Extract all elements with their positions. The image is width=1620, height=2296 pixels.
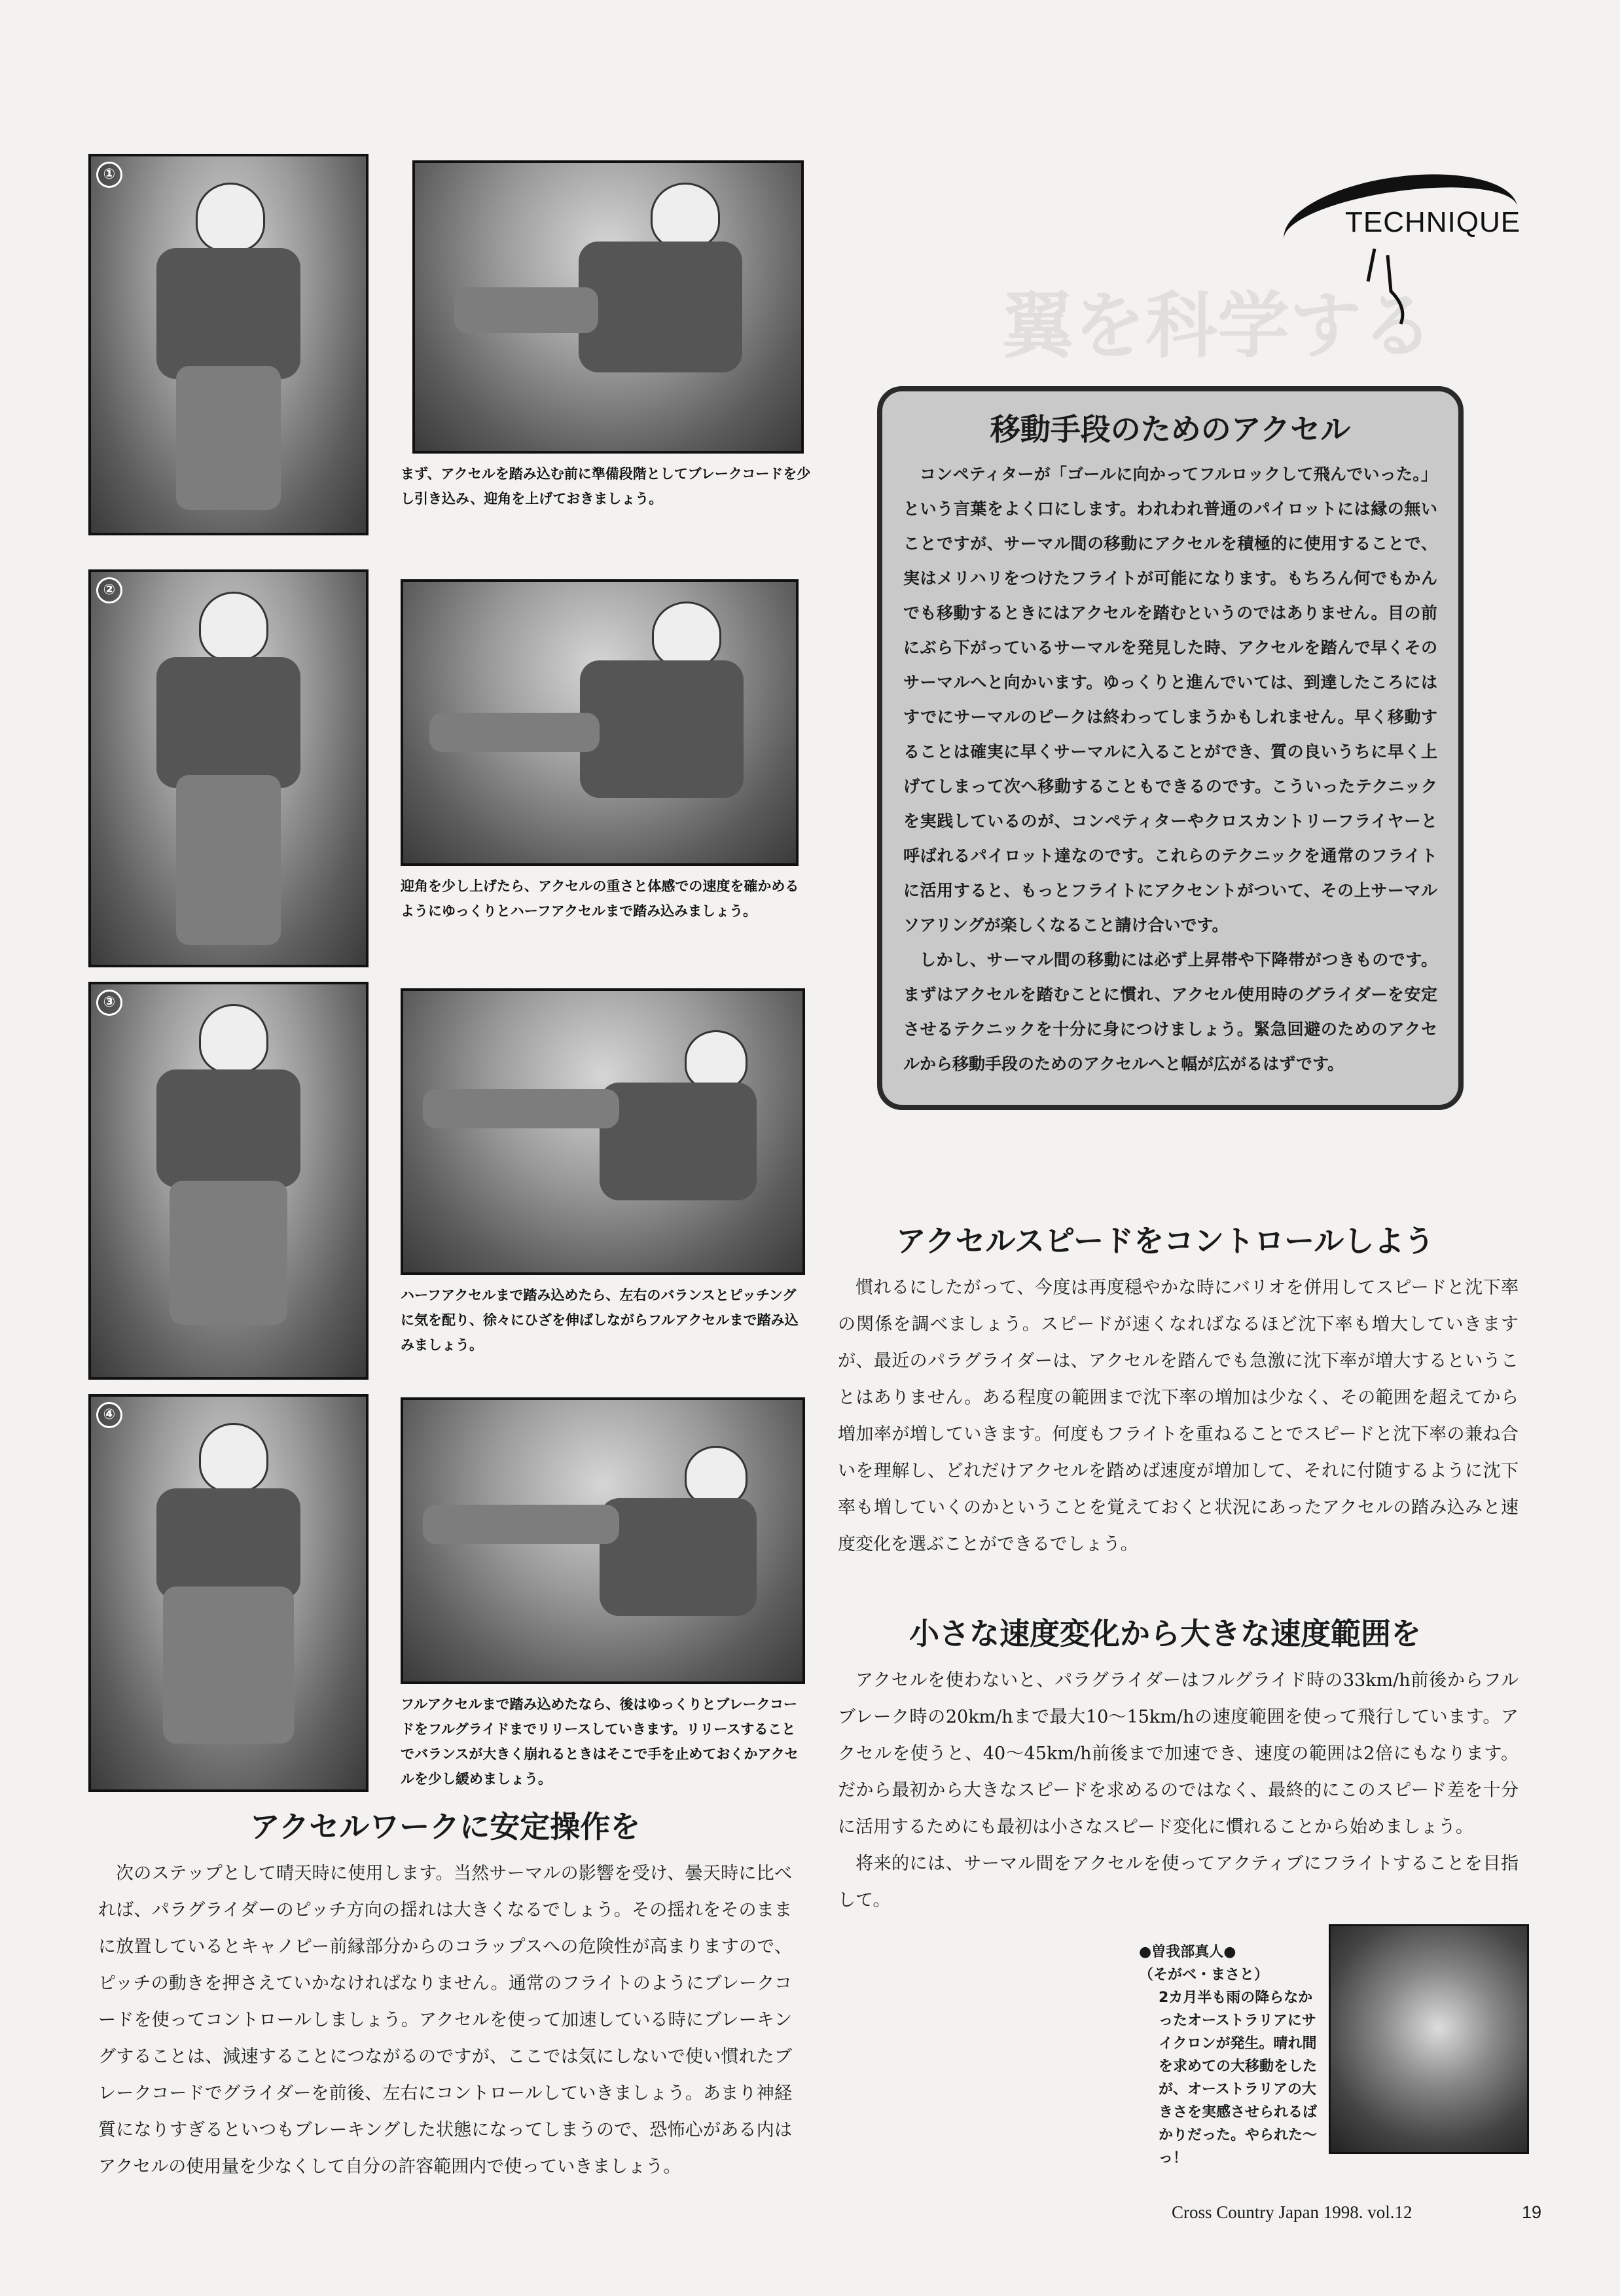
photo-4-side — [401, 1397, 805, 1684]
speed-range-heading: 小さな速度変化から大きな速度範囲を — [909, 1616, 1421, 1651]
speed-control-body — [838, 1270, 1519, 1563]
photo-2-caption: 迎角を少し上げたら、アクセルの重さと体感での速度を確かめるようにゆっくりとハーフアクセルまで踏み込みましょう。 — [401, 878, 799, 919]
box-body — [903, 457, 1437, 1081]
bleed-through-text: 翼を科学する — [1001, 284, 1433, 368]
stable-operation-heading: アクセルワークに安定操作を — [249, 1809, 641, 1844]
accelerator-for-transit-box — [877, 386, 1464, 1110]
photo-3-side — [401, 988, 805, 1275]
author-reading: （そがべ・まさと） — [1139, 1967, 1269, 1983]
photo-4-caption: フルアクセルまで踏み込めたなら、後はゆっくりとブレークコードをフルグライドまでリリースしていきます。リリースすることでバランスが大きく崩れるときはそこで手を止めておくかアクセルを少し緩めましょう。 — [401, 1696, 799, 1787]
article-paragraph: 将来的には、サーマル間をアクセルを使ってアクティブにフライトすることを目指して。 — [838, 1854, 1519, 1910]
photo-1-front — [88, 154, 369, 535]
author-profile — [1139, 1941, 1322, 2170]
step-number: ② — [96, 577, 122, 603]
photo-1-caption: まず、アクセルを踏み込む前に準備段階としてブレークコードを少し引き込み、迎角を上げておきましょう。 — [401, 466, 811, 507]
article-paragraph: アクセルを使わないと、パラグライダーはフルグライド時の33km/h前後からフルブレーク時の20km/hまで最大10～15km/hの速度範囲を使って飛行しています。アクセルを使うと、40～45km/h前後まで加速でき、速度の範囲は2倍にもなります。だから最初から大きなスピードを求めるのではなく、最終的にこのスピード差を十分に活用するためにも最初は小さなスピード変化に慣れることから始めましょう。 — [838, 1670, 1519, 1837]
technique-label: TECHNIQUE — [1345, 206, 1521, 238]
technique-logo — [1283, 164, 1545, 334]
box-paragraph: しかし、サーマル間の移動には必ず上昇帯や下降帯がつきものです。まずはアクセルを踏むことに慣れ、アクセル使用時のグライダーを安定させるテクニックを十分に身につけましょう。緊急回避のためのアクセルから移動手段のためのアクセルへと幅が広がるはずです。 — [903, 950, 1437, 1073]
speed-control-heading: アクセルスピードをコントロールしよう — [895, 1223, 1435, 1259]
author-name: ●曽我部真人● — [1139, 1944, 1236, 1960]
photo-4-front — [88, 1394, 369, 1792]
photo-2-side — [401, 579, 799, 866]
box-title: 移動手段のためのアクセル — [990, 412, 1351, 447]
step-number: ③ — [96, 990, 122, 1016]
speed-range-body — [838, 1662, 1519, 1919]
article-paragraph: 次のステップとして晴天時に使用します。当然サーマルの影響を受け、曇天時に比べれば、パラグライダーのピッチ方向の揺れは大きくなるでしょう。その揺れをそのままに放置しているとキャノピー前縁部分からのコラップスへの危険性が高まりますので、ピッチの動きを押さえていかなければなりません。通常のフライトのようにブレークコードを使ってコントロールしましょう。アクセルを使って加速している時にブレーキングすることは、減速することにつながるのですが、ここでは気にしないで使い慣れたブレークコードでグライダーを前後、左右にコントロールしていきましょう。あまり神経質になりすぎるといつもブレーキングした状態になってしまうので、恐怖心がある内はアクセルの使用量を少なくして自分の許容範囲内で使っていきましょう。 — [98, 1863, 792, 2177]
photo-1-side — [412, 160, 804, 454]
magazine-footer: Cross Country Japan 1998. vol.12 — [1172, 2202, 1413, 2222]
step-number: ① — [96, 162, 122, 188]
photo-3-caption: ハーフアクセルまで踏み込めたら、左右のバランスとピッチングに気を配り、徐々にひざを伸ばしながらフルアクセルまで踏み込みましょう。 — [401, 1287, 799, 1353]
article-paragraph: 慣れるにしたがって、今度は再度穏やかな時にバリオを併用してスピードと沈下率の関係を調べましょう。スピードが速くなればなるほど沈下率も増大していきますが、最近のパラグライダーは、アクセルを踏んでも急激に沈下率が増大するということはありません。ある程度の範囲まで沈下率の増加は少なく、その範囲を超えてから増加率が増していきます。何度もフライトを重ねることでスピードと沈下率の兼ね合いを理解し、どれだけアクセルを踏めば速度が増加して、それに付随するように沈下率も増していくのかということを覚えておくと状況にあったアクセルの踏み込みと速度変化を選ぶことができるでしょう。 — [838, 1278, 1519, 1554]
stable-operation-body — [98, 1856, 792, 2185]
photo-3-front — [88, 982, 369, 1380]
author-photo — [1329, 1924, 1529, 2154]
box-paragraph: コンペティターが「ゴールに向かってフルロックして飛んでいった。」という言葉をよく口にします。われわれ普通のパイロットには縁の無いことですが、サーマル間の移動にアクセルを積極的に使用することで、実はメリハリをつけたフライトが可能になります。もちろん何でもかんでも移動するときにはアクセルを踏むというのではありません。目の前にぶら下がっているサーマルを発見した時、アクセルを踏んで早くそのサーマルへと向かいます。ゆっくりと進んでいては、到達したころにはすでにサーマルのピークは終わってしまうかもしれません。早く移動することは確実に早くサーマルに入ることができ、質の良いうちに早く上げてしまって次へ移動することもできるのです。こういったテクニックを実践しているのが、コンペティターやクロスカントリーフライヤーと呼ばれるパイロット達なのです。これらのテクニックを通常のフライトに活用すると、もっとフライトにアクセントがついて、その上サーマルソアリングが楽しくなること請け合いです。 — [903, 465, 1437, 935]
photo-2-front — [88, 569, 369, 967]
page-number: 19 — [1522, 2202, 1542, 2222]
step-number: ④ — [96, 1402, 122, 1428]
author-note: 2カ月半も雨の降らなかったオーストラリアにサイクロンが発生。晴れ間を求めての大移動をしたが、オーストラリアの大きさを実感させられるばかりだった。やられた〜っ！ — [1159, 1990, 1318, 2166]
